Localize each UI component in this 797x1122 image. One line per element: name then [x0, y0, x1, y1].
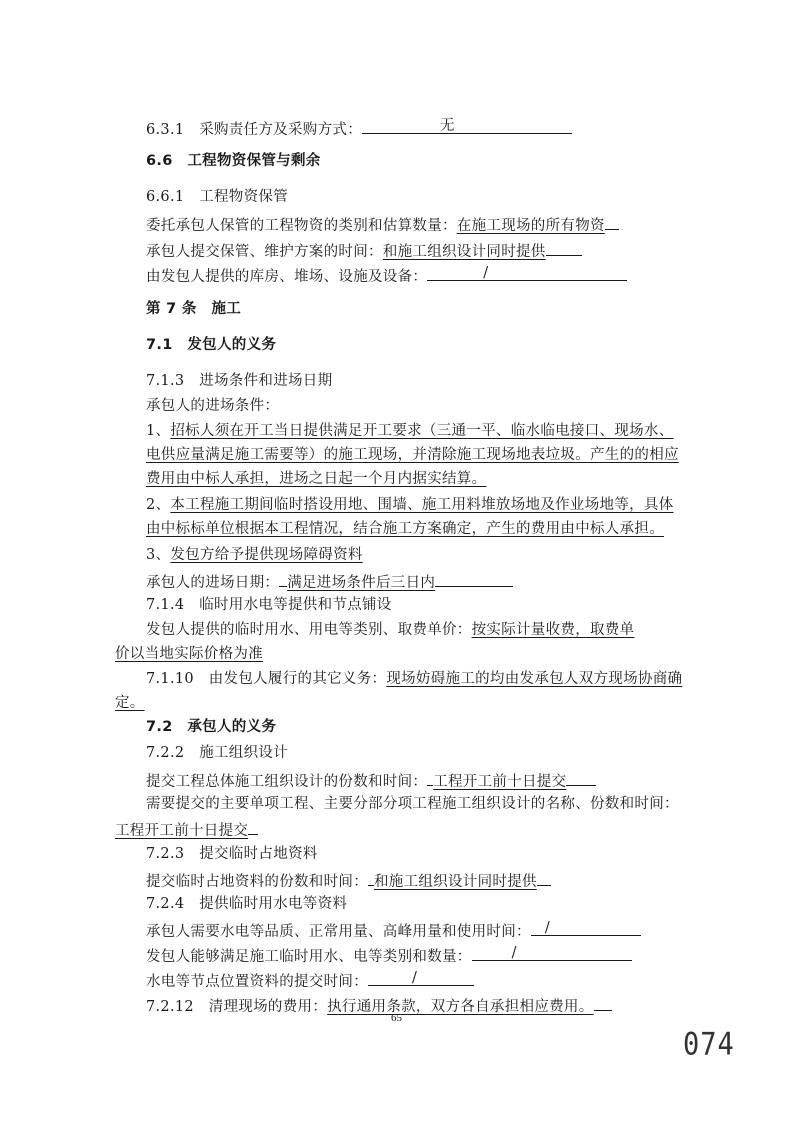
article-7-heading: 第 7 条 施工	[146, 301, 242, 317]
temp-utilities-line-1	[146, 621, 634, 639]
field-label: 承包人需要水电等品质、正常用量、高峰用量和使用时间：	[146, 924, 531, 940]
field-value: 工程开工前十日提交	[433, 774, 567, 790]
clause-7-2-12	[146, 995, 612, 1016]
warehouse-facilities-line	[146, 265, 627, 286]
field-blank	[362, 118, 572, 134]
field-label: 委托承包人保管的工程物资的类别和估算数量：	[146, 218, 457, 234]
field-label: 发包人提供的临时用水、用电等类别、取费单价：	[146, 622, 472, 638]
condition-1-line-1: 1、招标人须在开工当日提供满足开工要求（三通一平、临水临电接口、现场水、	[146, 423, 674, 439]
condition-1-line-2: 电供应量满足施工需要等）的施工现场，并清除施工现场地表垃圾。产生的的相应	[146, 447, 679, 463]
handwritten-page-stamp: 074	[683, 1026, 735, 1063]
clause-7-2-2: 7.2.2 施工组织设计	[146, 745, 288, 761]
field-value: /	[544, 920, 550, 936]
node-location-line	[146, 970, 474, 991]
field-value: 按实际计量收费，取费单	[471, 622, 635, 638]
clause-6-3-1	[146, 118, 572, 139]
field-value: 工程开工前十日提交	[115, 823, 249, 839]
field-label: 承包人的进场日期：	[146, 575, 280, 591]
water-power-quality-line	[146, 920, 641, 941]
clause-7-1-3: 7.1.3 进场条件和进场日期	[146, 373, 333, 389]
condition-2-line-2: 由中标标单位根据本工程情况，结合施工方案确定，产生的费用由中标人承担。	[146, 521, 664, 537]
condition-3: 3、发包方给予提供现场障碍资料	[146, 547, 363, 563]
entry-conditions-label: 承包人的进场条件：	[146, 398, 280, 414]
entry-date-line	[146, 571, 513, 592]
field-value: /	[412, 970, 418, 986]
field-label: 提交工程总体施工组织设计的份数和时间：	[146, 774, 428, 790]
clause-7-1-4: 7.1.4 临时用水电等提供和节点铺设	[146, 597, 392, 613]
field-label: 提交临时占地资料的份数和时间：	[146, 874, 368, 890]
condition-1-line-3: 费用由中标人承担，进场之日起一个月内据实结算。	[146, 471, 487, 487]
field-label: 发包人能够满足施工临时用水、电等类别和数量：	[146, 949, 472, 965]
custody-materials-line	[146, 214, 619, 235]
temp-utilities-line-2: 价以当地实际价格为准	[115, 646, 263, 662]
field-value: 在施工现场的所有物资	[456, 218, 605, 234]
clause-7-2-3: 7.2.3 提交临时占地资料	[146, 846, 318, 862]
clause-7-2-4: 7.2.4 提供临时用水电等资料	[146, 896, 348, 912]
field-blank	[531, 920, 641, 936]
section-heading-6-6: 6.6 工程物资保管与剩余	[146, 153, 321, 169]
field-label: 水电等节点位置资料的提交时间：	[146, 974, 368, 990]
field-label: 6.3.1 采购责任方及采购方式：	[146, 122, 362, 138]
temp-land-line	[146, 870, 551, 891]
field-value: 现场妨碍施工的均由发承包人双方现场协商确	[386, 671, 683, 687]
condition-2-line-1: 2、本工程施工期间临时搭设用地、围墙、施工用料堆放场地及作业场地等，具体	[146, 497, 674, 513]
field-label: 承包人提交保管、维护方案的时间：	[146, 244, 383, 260]
field-value: 无	[440, 118, 455, 134]
field-label: 由发包人提供的库房、堆场、设施及设备：	[146, 269, 428, 285]
page-number: 65	[391, 1012, 402, 1024]
field-value: 和施工组织设计同时提供	[374, 874, 537, 890]
field-blank	[368, 970, 474, 986]
field-label: 7.2.12 清理现场的费用：	[146, 999, 328, 1015]
section-heading-7-1: 7.1 发包人的义务	[146, 337, 277, 353]
sub-design-line-1: 需要提交的主要单项工程、主要分部分项工程施工组织设计的名称、份数和时间：	[146, 796, 679, 812]
overall-design-line	[146, 770, 596, 791]
clause-6-6-1: 6.6.1 工程物资保管	[146, 189, 288, 205]
field-blank	[472, 945, 632, 961]
field-blank	[427, 265, 627, 281]
sub-design-line-2	[115, 819, 258, 840]
clause-7-1-10-line-1	[146, 670, 682, 688]
field-value: 和施工组织设计同时提供	[382, 244, 546, 260]
field-value: /	[511, 945, 517, 961]
field-value: 执行通用条款，双方各自承担相应费用。	[327, 999, 594, 1015]
clause-7-1-10-line-2: 定。	[115, 695, 145, 711]
field-label: 7.1.10 由发包人履行的其它义务：	[146, 671, 387, 687]
water-power-supply-line	[146, 945, 632, 966]
maintenance-plan-line	[146, 240, 582, 261]
field-value: /	[483, 265, 489, 281]
section-heading-7-2: 7.2 承包人的义务	[146, 719, 277, 735]
field-value: 满足进场条件后三日内	[287, 575, 436, 591]
